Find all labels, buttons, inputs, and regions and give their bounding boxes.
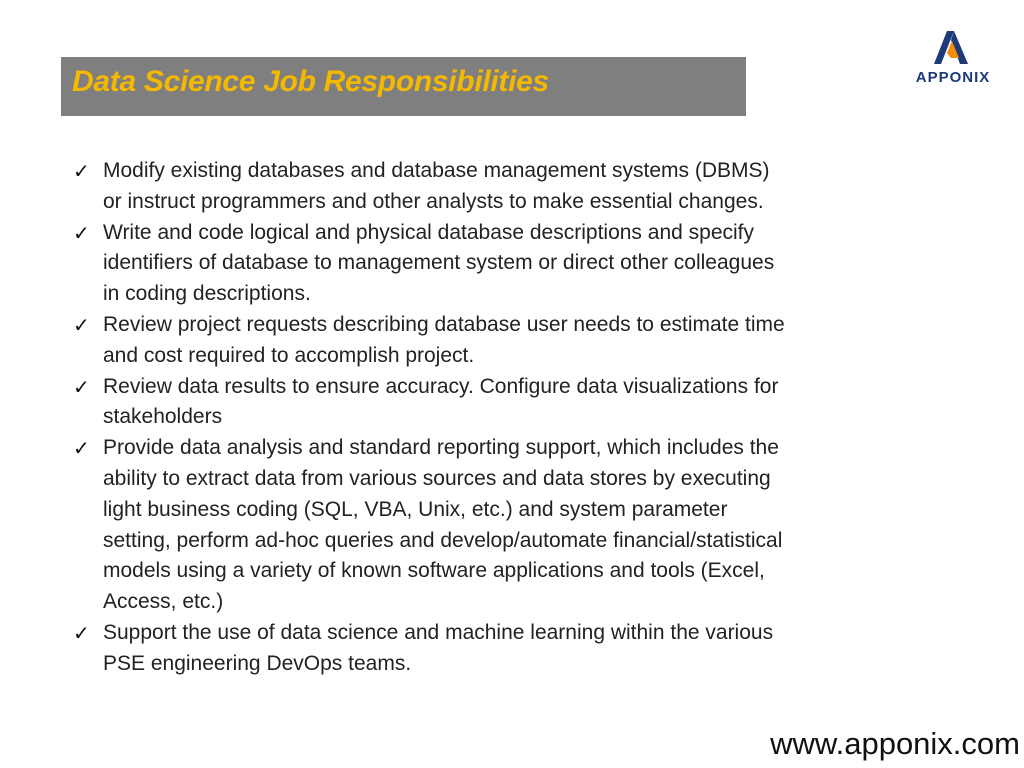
list-item-text: Write and code logical and physical database descriptions and specify identifiers of database to management system or direct other colleagues in coding descriptions. [103, 220, 775, 306]
apponix-logo [898, 26, 1008, 92]
list-item-text: Modify existing databases and database management systems (DBMS) or instruct programmers and other analysts to make essential changes. [103, 159, 770, 213]
list-item [73, 433, 785, 618]
list-item-text: Review project requests describing database user needs to estimate time and cost required to accomplish project. [103, 312, 785, 367]
checkmark-icon: ✓ [73, 312, 90, 337]
list-item [73, 218, 785, 310]
list-item-text: Review data results to ensure accuracy. Configure data visualizations for stakeholders [103, 374, 779, 429]
logo-text: APPONIX [915, 69, 991, 86]
website-url: www.apponix.com [770, 726, 1020, 761]
apponix-logo-icon [930, 28, 972, 66]
responsibilities-list [73, 156, 785, 680]
checkmark-icon: ✓ [73, 436, 90, 461]
checkmark-icon: ✓ [73, 220, 90, 245]
list-item-text: Support the use of data science and machine learning within the various PSE engineering DevOps teams. [103, 620, 774, 675]
checkmark-icon: ✓ [73, 159, 90, 183]
checkmark-icon: ✓ [73, 620, 90, 645]
list-item-text: Provide data analysis and standard reporting support, which includes the ability to extract data from various sources and data stores by executing light business coding (SQL, VBA, Unix, etc.) and system parameter setting, perform ad-hoc queries and develop/automate financial/statistical models using a variety of known software applications and tools (Excel, Access, etc.) [103, 436, 783, 614]
list-item [73, 156, 785, 218]
list-item [73, 310, 785, 372]
slide-title: Data Science Job Responsibilities [72, 65, 549, 98]
list-item [73, 372, 785, 434]
title-bar [61, 57, 746, 116]
list-item [73, 618, 785, 680]
checkmark-icon: ✓ [73, 374, 90, 399]
